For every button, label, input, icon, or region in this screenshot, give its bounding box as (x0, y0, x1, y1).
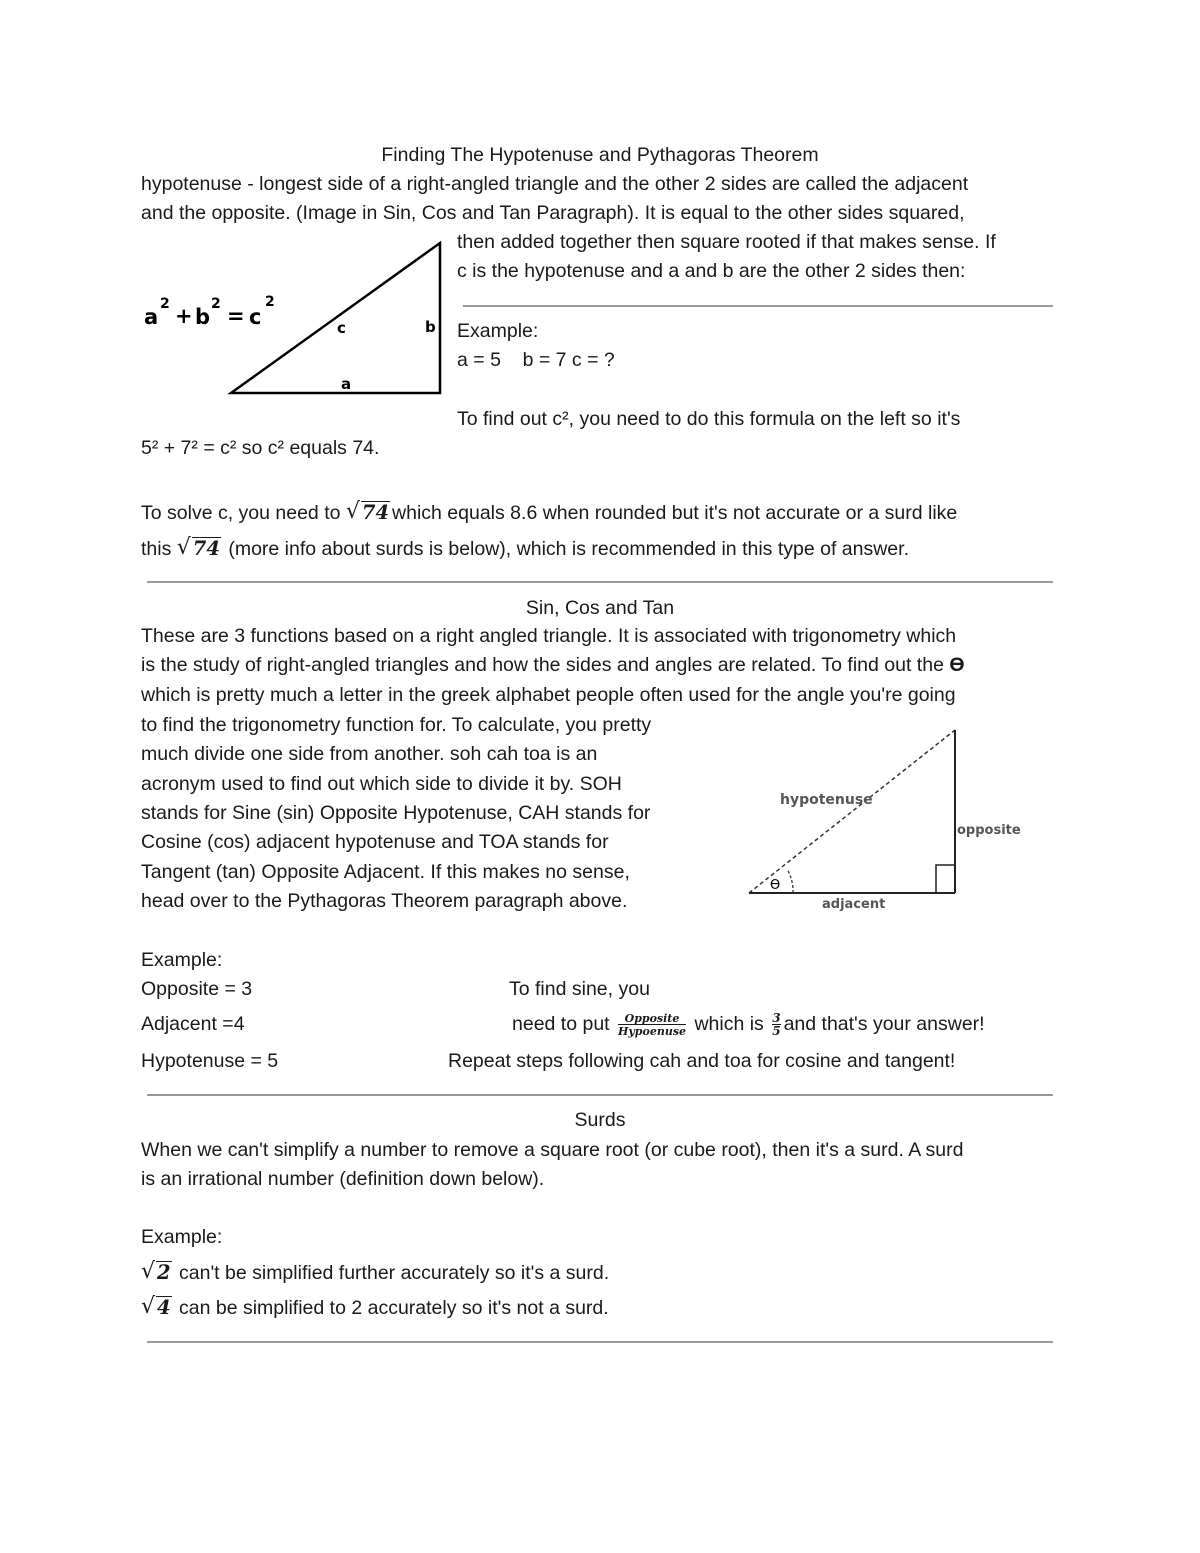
trig-line-10: head over to the Pythagoras Theorem paragraph above. (141, 890, 628, 912)
divider-section-2 (147, 1094, 1053, 1096)
formula-b: b (195, 305, 211, 329)
label-b: b (425, 318, 436, 336)
label-c: c (337, 319, 346, 337)
sine-formula-line: need to put $\frac{\text{Opposite}}{\text{Hypoenuse}}$ which is $\frac{3}{5}$ and that's your answer! (512, 1010, 985, 1038)
pythagoras-line-3: then added together then square rooted if that makes sense. If (457, 231, 996, 253)
formula-a: a (144, 305, 159, 329)
divider-section-3 (147, 1341, 1053, 1343)
this-pre: this (141, 538, 172, 560)
label-a: a (341, 375, 352, 393)
pythagoras-line-2: and the opposite. (Image in Sin, Cos and Tan Paragraph). It is equal to the other sides squared, (141, 202, 965, 224)
sqrt-74-surd: √ 74 (176, 535, 220, 560)
hypotenuse-label: hypotenuse (780, 792, 873, 808)
trig-line-4: to find the trigonometry function for. To calculate, you pretty (141, 714, 652, 736)
surd-example-2: √ 4 can be simplified to 2 accurately so it's not a surd. (141, 1294, 609, 1323)
opposite-value: Opposite = 3 (141, 978, 253, 1000)
angle-arc (787, 869, 793, 893)
sqrt-4: √ 4 (141, 1294, 171, 1319)
example-label-1: Example: (457, 320, 539, 342)
trig-line-5: much divide one side from another. soh cah toa is an (141, 743, 598, 765)
pythagoras-line-1: hypotenuse - longest side of a right-angled triangle and the other 2 sides are called the adjacent (141, 173, 969, 195)
theta-label: ϴ (770, 878, 781, 893)
trig-line-9: Tangent (tan) Opposite Adjacent. If this makes no sense, (141, 861, 630, 883)
this-line (141, 535, 909, 564)
example-values: a = 5 b = 7 c = ? (457, 349, 615, 371)
sqrt-2: √ 2 (141, 1259, 171, 1284)
surds-line-2: is an irrational number (definition down below). (141, 1168, 545, 1190)
surds-line-1: When we can't simplify a number to remove a square root (or cube root), then it's a surd. A surd (141, 1139, 964, 1161)
solve-pre: To solve c, you need to (141, 502, 341, 524)
formula-b-exponent: 2 (211, 296, 221, 312)
trig-line-6: acronym used to find out which side to divide it by. SOH (141, 773, 622, 795)
adjacent-label: adjacent (822, 897, 886, 912)
opposite-label: opposite (957, 823, 1021, 838)
trig-line-8: Cosine (cos) adjacent hypotenuse and TOA stands for (141, 831, 609, 853)
trig-line-3: which is pretty much a letter in the greek alphabet people often used for the angle you're going (141, 684, 956, 706)
pythagoras-title: Finding The Hypotenuse and Pythagoras Theorem (381, 144, 819, 166)
hypotenuse-value: Hypotenuse = 5 (141, 1050, 279, 1072)
example-label-3: Example: (141, 1226, 223, 1248)
theta-symbol: ϴ (949, 654, 965, 676)
repeat-steps-text: Repeat steps following cah and toa for cosine and tangent! (448, 1050, 956, 1072)
formula-c: c (249, 305, 262, 329)
pythagoras-line-4: c is the hypotenuse and a and b are the other 2 sides then: (457, 260, 966, 282)
right-angle-marker (936, 865, 955, 893)
this-post: (more info about surds is below), which is recommended in this type of answer. (228, 538, 909, 560)
find-line-1: To find out c², you need to do this formula on the left so it's (457, 408, 961, 430)
opposite-over-hypotenuse-fraction: $\frac{\text{Opposite}}{\text{Hypoenuse}}$ (618, 1011, 687, 1038)
pythagoras-triangle-figure (138, 236, 448, 401)
find-sine-text: To find sine, you (509, 978, 650, 1000)
trig-line-2: is the study of right-angled triangles and how the sides and angles are related. To find out the ϴ (141, 654, 965, 676)
formula-c-exponent: 2 (265, 294, 275, 310)
solve-post: which equals 8.6 when rounded but it's not accurate or a surd like (392, 502, 958, 524)
trig-line-1: These are 3 functions based on a right angled triangle. It is associated with trigonometry which (141, 625, 957, 647)
surd-example-1: √ 2 can't be simplified further accurately so it's a surd. (141, 1259, 609, 1288)
example-label-2: Example: (141, 949, 223, 971)
trig-line-7: stands for Sine (sin) Opposite Hypotenuse, CAH stands for (141, 802, 651, 824)
divider-section-1 (147, 581, 1053, 583)
three-fifths-fraction: $\frac{3}{5}$ (772, 1010, 781, 1038)
solve-line (141, 499, 957, 528)
right-triangle-shape (231, 243, 440, 393)
trig-triangle-figure (740, 722, 1030, 917)
formula-a-exponent: 2 (160, 296, 170, 312)
find-line-2: 5² + 7² = c² so c² equals 74. (141, 437, 380, 459)
hypotenuse-line (749, 730, 955, 893)
adjacent-value: Adjacent =4 (141, 1013, 245, 1035)
formula-plus: + (175, 304, 193, 328)
surds-title: Surds (574, 1109, 626, 1131)
sqrt-74: √ 74 (345, 499, 390, 524)
formula-equals: = (227, 304, 245, 328)
trig-title: Sin, Cos and Tan (525, 597, 675, 619)
divider-example (463, 305, 1053, 307)
